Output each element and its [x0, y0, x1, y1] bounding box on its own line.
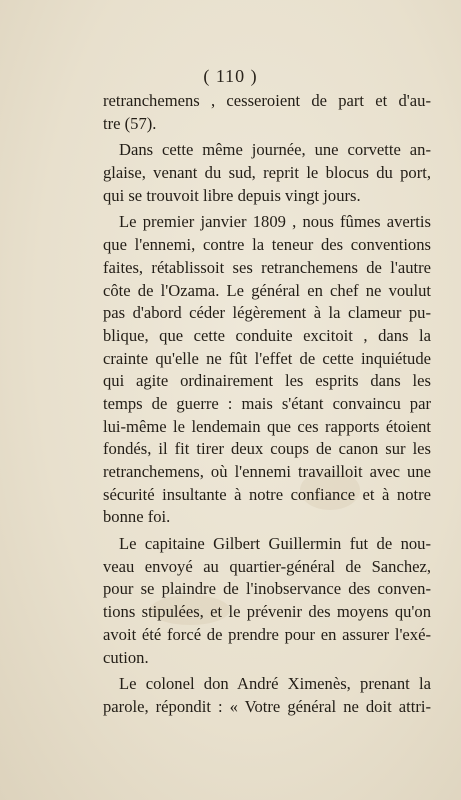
text-line: qui se trouvoit libre depuis vingt jours. [103, 185, 361, 205]
text-line: parole, répondit : « Votre général ne doit attri- [103, 696, 431, 716]
body-text [103, 90, 431, 719]
text-line: qui agite ordinairement les esprits dans les [103, 371, 431, 391]
text-line: fondés, il fit tirer deux coups de canon sur les [103, 439, 431, 459]
text-line: cution. [103, 647, 149, 667]
text-line: temps de guerre : mais s'étant convaincu par [103, 393, 431, 413]
text-line: pas d'abord céder légèrement à la clameur pu- [103, 303, 431, 323]
text-line: Dans cette même journée, une corvette an- [119, 140, 431, 160]
text-line: crainte qu'elle ne fût l'effet de cette inquiétude [103, 348, 431, 368]
text-line: lui-même le lendemain que ces rapports étoient [103, 416, 431, 436]
text-line: Le capitaine Gilbert Guillermin fut de nou- [119, 534, 431, 554]
text-line: retranchemens, où l'ennemi travailloit avec une [103, 462, 431, 481]
text-line: côte de l'Ozama. Le général en chef ne voulut [103, 280, 431, 300]
text-line: tre (57). [103, 113, 157, 133]
text-line: que l'ennemi, contre la teneur des conventions [103, 235, 431, 255]
text-line: Le colonel don André Ximenès, prenant la [119, 674, 431, 694]
text-line: Le premier janvier 1809 , nous fûmes avertis [119, 212, 431, 232]
text-line: blique, que cette conduite excitoit , dans la [103, 325, 431, 345]
page-number: ( 110 ) [203, 66, 258, 86]
text-line: glaise, venant du sud, reprit le blocus du port, [103, 163, 431, 183]
text-line: avoit été forcé de prendre pour en assurer l'exé- [103, 624, 431, 644]
text-line: faites, rétablissoit ses retranchemens de l'autre [103, 257, 431, 277]
text-line: pour se plaindre de l'inobservance des conven- [103, 579, 431, 599]
text-line: bonne foi. [103, 507, 171, 527]
text-line: veau envoyé au quartier-général de Sanchez, [103, 556, 431, 576]
text-line: sécurité insultante à notre confiance et à notre [103, 484, 431, 504]
text-line: retranchemens , cesseroient de part et d'au- [103, 91, 431, 110]
text-line: tions stipulées, et le prévenir des moyens qu'on [103, 602, 431, 622]
